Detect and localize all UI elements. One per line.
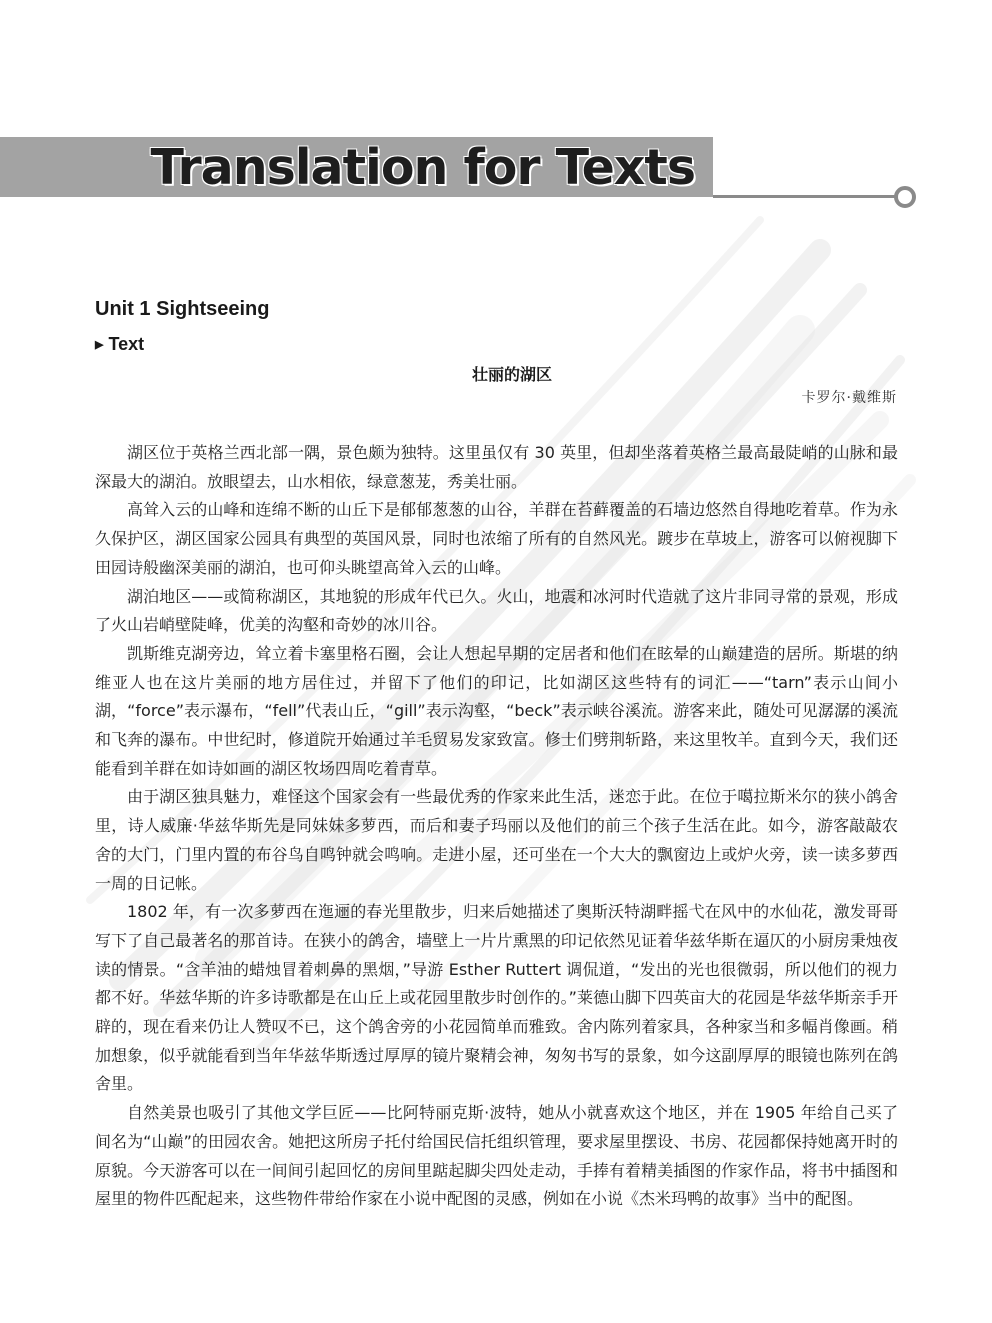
unit-title: Unit 1 Sightseeing bbox=[95, 298, 270, 320]
paragraph-4: 凯斯维克湖旁边，耸立着卡塞里格石圈，会让人想起早期的定居者和他们在眩晕的山巅建造的居所。斯堪的纳维亚人也在这片美丽的地方居住过，并留下了他们的印记，比如湖区这些特有的词汇——“tarn”表示山间小湖，“force”表示瀑布，“fell”代表山丘，“gill”表示沟壑，“beck”表示峡谷溪流。游客来此，随处可见潺潺的溪流和飞奔的瀑布。中世纪时，修道院开始通过羊毛贸易发家致富。修士们劈荆斩路，来这里牧羊。直到今天，我们还能看到羊群在如诗如画的湖区牧场四周吃着青草。 bbox=[95, 643, 898, 778]
article-body bbox=[95, 439, 898, 1214]
header-rule-circle-icon bbox=[894, 186, 916, 208]
page-title: Translation for Texts bbox=[150, 139, 695, 196]
paragraph-5: 由于湖区独具魅力，难怪这个国家会有一些最优秀的作家来此生活，迷恋于此。在位于噶拉斯米尔的狭小鸽舍里，诗人威廉·华兹华斯先是同妹妹多萝西，而后和妻子玛丽以及他们的前三个孩子生活在此。如今，游客敲敲农舍的大门，门里内置的布谷鸟自鸣钟就会鸣响。走进小屋，还可坐在一个大大的飘窗边上或炉火旁，读一读多萝西一周的日记帐。 bbox=[95, 787, 898, 893]
paragraph-1: 湖区位于英格兰西北部一隅，景色颇为独特。这里虽仅有 30 英里，但却坐落着英格兰最高最陡峭的山脉和最深最大的湖泊。放眼望去，山水相依，绿意葱茏，秀美壮丽。 bbox=[95, 443, 898, 491]
article-title: 壮丽的湖区 bbox=[471, 365, 552, 384]
paragraph-7: 自然美景也吸引了其他文学巨匠——比阿特丽克斯·波特，她从小就喜欢这个地区，并在 1905 年给自己买了间名为“山巅”的田园农舍。她把这所房子托付给国民信托组织管理，要求屋里摆设、书房、花园都保持她离开时的原貌。今天游客可以在一间间引起回忆的房间里踮起脚尖四处走动，手捧有着精美插图的作家作品，将书中插图和屋里的物件匹配起来，这些物件带给作家在小说中配图的灵感，例如在小说《杰米玛鸭的故事》当中的配图。 bbox=[95, 1103, 898, 1209]
paragraph-6: 1802 年，有一次多萝西在迤逦的春光里散步，归来后她描述了奥斯沃特湖畔摇弋在风中的水仙花，激发哥哥写下了自己最著名的那首诗。在狭小的鸽舍，墙壁上一片片熏黑的印记依然见证着华兹华斯在逼仄的小厨房秉烛夜读的情景。“含羊油的蜡烛冒着刺鼻的黑烟，”导游 Esther Ruttert 调侃道，“发出的光也很微弱，所以他们的视力都不好。华兹华斯的许多诗歌都是在山丘上或花园里散步时创作的。”莱德山脚下四英亩大的花园是华兹华斯亲手开辟的，现在看来仍让人赞叹不已，这个鸽舍旁的小花园简单而雅致。舍内陈列着家具，各种家当和多幅肖像画。稍加想象，似乎就能看到当年华兹华斯透过厚厚的镜片聚精会神，匆匆书写的景象，如今这副厚厚的眼镜也陈列在鸽舍里。 bbox=[95, 902, 898, 1094]
section-label bbox=[95, 334, 144, 355]
section-label-text: Text bbox=[108, 334, 145, 354]
header-rule bbox=[713, 195, 896, 198]
triangle-bullet-icon: ▶ bbox=[95, 339, 104, 351]
article-author: 卡罗尔·戴维斯 bbox=[801, 390, 897, 406]
header-banner bbox=[0, 137, 713, 197]
paragraph-3: 湖泊地区——或简称湖区，其地貌的形成年代已久。火山，地震和冰河时代造就了这片非同寻常的景观，形成了火山岩峭壁陡峰，优美的沟壑和奇妙的冰川谷。 bbox=[95, 586, 898, 635]
paragraph-2: 高耸入云的山峰和连绵不断的山丘下是郁郁葱葱的山谷，羊群在苔藓覆盖的石墙边悠然自得地吃着草。作为永久保护区，湖区国家公园具有典型的英国风景，同时也浓缩了所有的自然风光。踱步在草坡上，游客可以俯视脚下田园诗般幽深美丽的湖泊，也可仰头眺望高耸入云的山峰。 bbox=[95, 500, 898, 577]
